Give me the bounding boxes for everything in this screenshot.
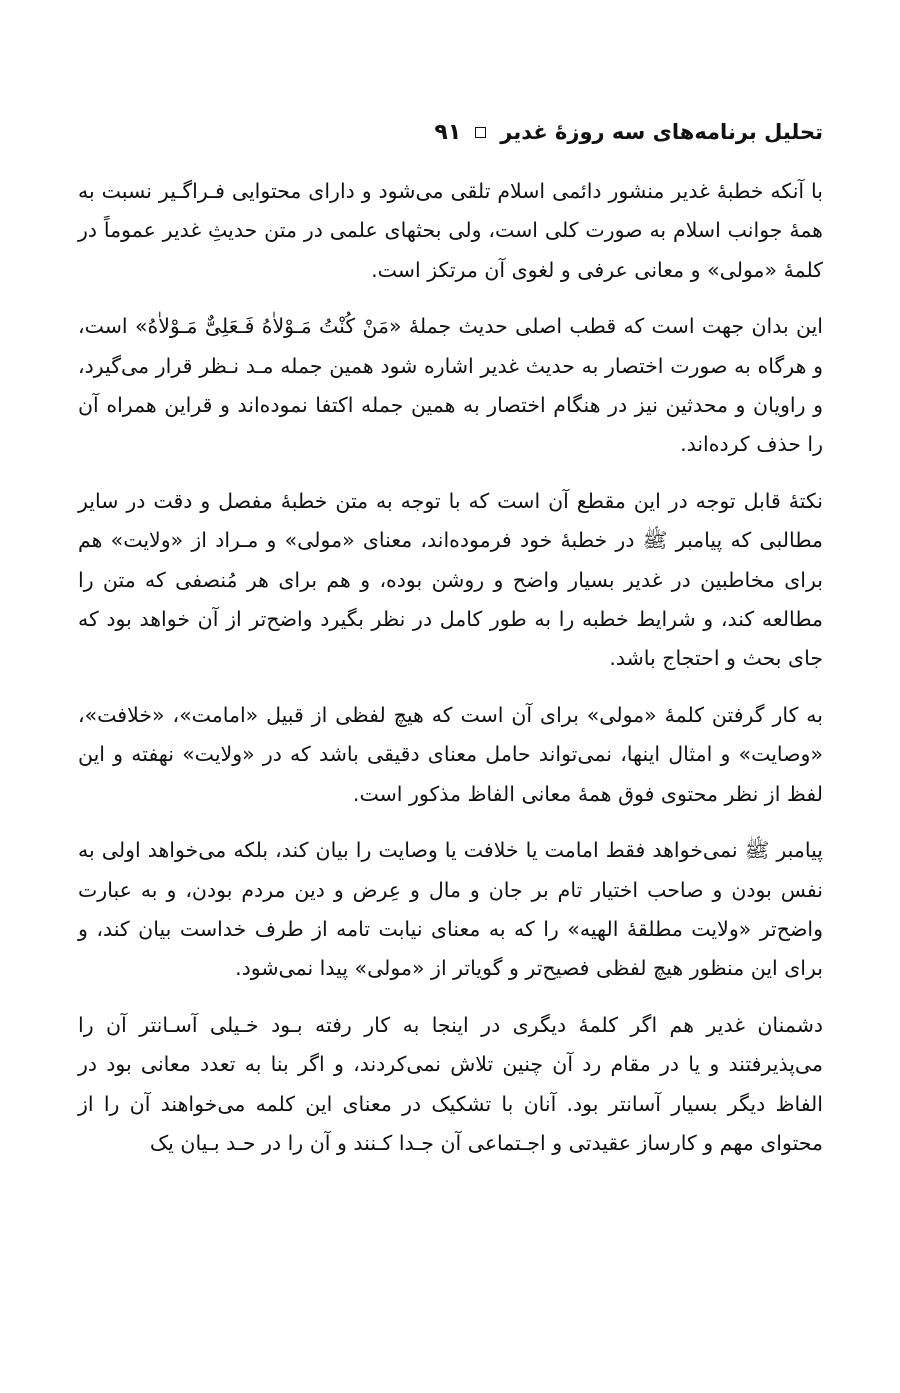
square-separator-icon	[475, 127, 486, 138]
running-title: تحلیل برنامه‌های سه روزهٔ غدیر	[500, 120, 823, 144]
page-number: ۹۱	[434, 119, 462, 145]
paragraph: این بدان جهت است که قطب اصلی حدیث جملهٔ «مَنْ کُنْتُ مَـوْلاٰهُ فَـعَلِیٌّ مَـوْلاٰهُ» است، و هرگاه به صورت اختصار به حدیث غدیر اشاره شود همین جمله مـد نـظر قرار می‌گیرد، و راویان و محدثین نیز در هنگام اختصار به همین جمله اکتفا نموده‌اند و قراین همراه آن را حذف کرده‌اند.	[78, 314, 823, 457]
page-header	[78, 112, 823, 152]
body-text	[78, 172, 823, 1180]
paragraph: نکتهٔ قابل توجه در این مقطع آن است که با توجه به متن خطبهٔ مفصل و دقت در سایر مطالبی که پیامبر ﷺ در خطبهٔ خود فرموده‌اند، معنای «مولی» و مـراد از «ولایت» هم برای مخاطبین در غدیر بسیار واضح و روشن بوده، و هم برای هر مُنصفی که متن را مطالعه کند، و شرایط خطبه را به طور کامل در نظر بگیرد واضح‌تر از آن خواهد بود که جای بحث و احتجاج باشد.	[78, 488, 823, 671]
paragraph: به کار گرفتن کلمهٔ «مولی» برای آن است که هیچ لفظی از قبیل «امامت»، «خلافت»، «وصایت» و امثال اینها، نمی‌تواند حامل معنای دقیقی باشد که در «ولایت» نهفته و این لفظ از نظر محتوی فوق همهٔ معانی الفاظ مذکور است.	[78, 702, 823, 806]
paragraph: با آنکه خطبهٔ غدیر منشور دائمی اسلام تلقی می‌شود و دارای محتوایی فـراگـیر نسبت به همهٔ جوانب اسلام به صورت کلی است، ولی بحثهای علمی در متن حدیثِ غدیر عموماً در کلمهٔ «مولی» و معانی عرفی و لغوی آن مرتکز است.	[78, 179, 823, 282]
book-page	[78, 0, 823, 1393]
paragraph: دشمنان غدیر هم اگر کلمهٔ دیگری در اینجا به کار رفته بـود خـیلی آسـانتر آن را می‌پذیرفتند و یا در مقام رد آن چنین تلاش نمی‌کردند، و اگر بنا به تعدد معانی بود در الفاظ دیگر بسیار آسانتر بود. آنان با تشکیک در معنای این کلمه می‌خواهند آن را از محتوای مهم و کارساز عقیدتی و اجـتماعی آن جـدا کـنند و آن را در حـد بـیان یک	[78, 1012, 823, 1155]
paragraph: پیامبر ﷺ نمی‌خواهد فقط امامت یا خلافت یا وصایت را بیان کند، بلکه می‌خواهد اولی به نفس بودن و صاحب اختیار تام بر جان و مال و عِرض و دین مردم بودن، و به عبارت واضح‌تر «ولایت مطلقهٔ الهیه» را که به معنای نیابت تامه از طرف خداست بیان کند، و برای این منظور هیچ لفظی فصیح‌تر و گویاتر از «مولی» پیدا نمی‌شود.	[78, 838, 823, 981]
